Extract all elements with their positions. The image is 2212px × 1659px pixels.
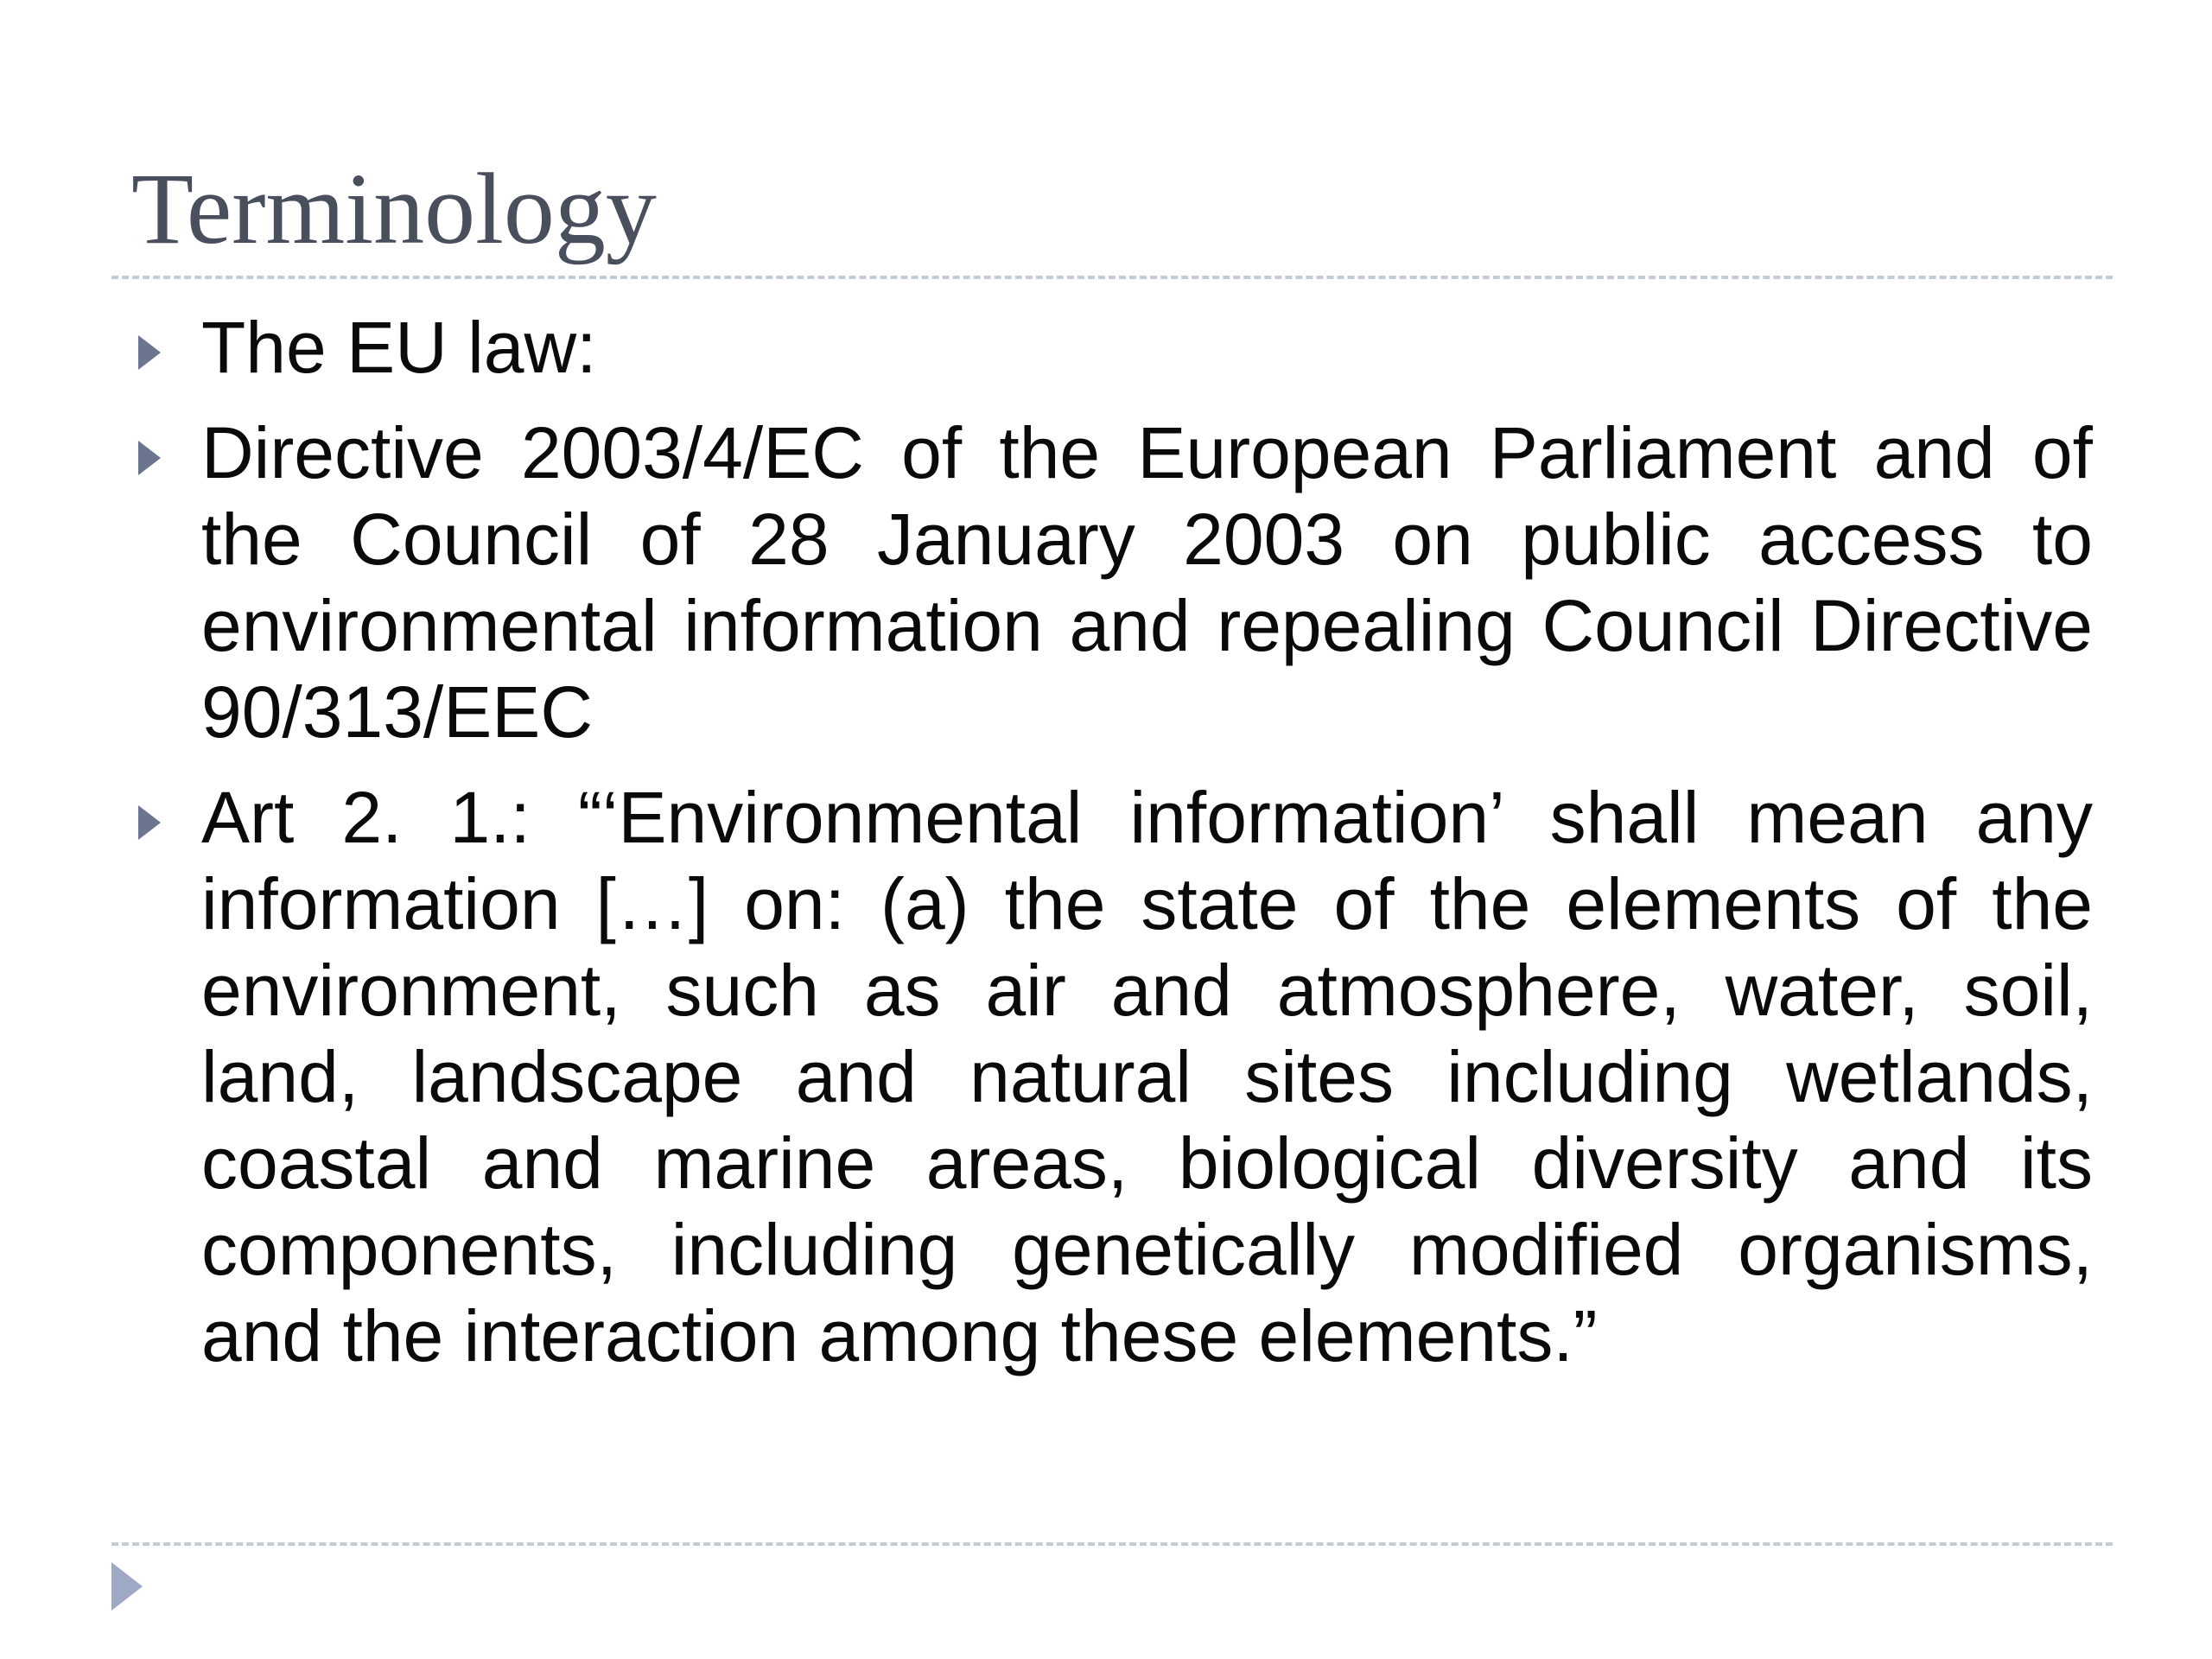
footer-divider	[111, 1542, 2113, 1546]
bullet-text: The EU law:	[201, 307, 597, 388]
bullet-item	[138, 774, 2093, 1379]
bullet-list	[138, 304, 2093, 1398]
bullet-item	[138, 304, 2093, 391]
bullet-arrow-icon	[138, 805, 161, 840]
bullet-item	[138, 410, 2093, 755]
title-divider	[111, 276, 2113, 279]
slide-title: Terminology	[131, 152, 657, 265]
bullet-arrow-icon	[138, 335, 161, 370]
corner-arrow-icon	[111, 1562, 143, 1611]
bullet-text: Art 2. 1.: “‘Environmental information’ shall mean any information […] on: (a) the state of the elements of the environment, such as air and atmosphere, water, soil, land, landscape and natural sites including wetlands, coastal and marine areas, biological diversity and its components, including genetically modified organisms, and the interaction among these elements.”	[201, 777, 2093, 1376]
bullet-arrow-icon	[138, 441, 161, 475]
bullet-text: Directive 2003/4/EC of the European Parliament and of the Council of 28 January 2003 on public access to environmental information and repealing Council Directive 90/313/EEC	[201, 412, 2093, 753]
